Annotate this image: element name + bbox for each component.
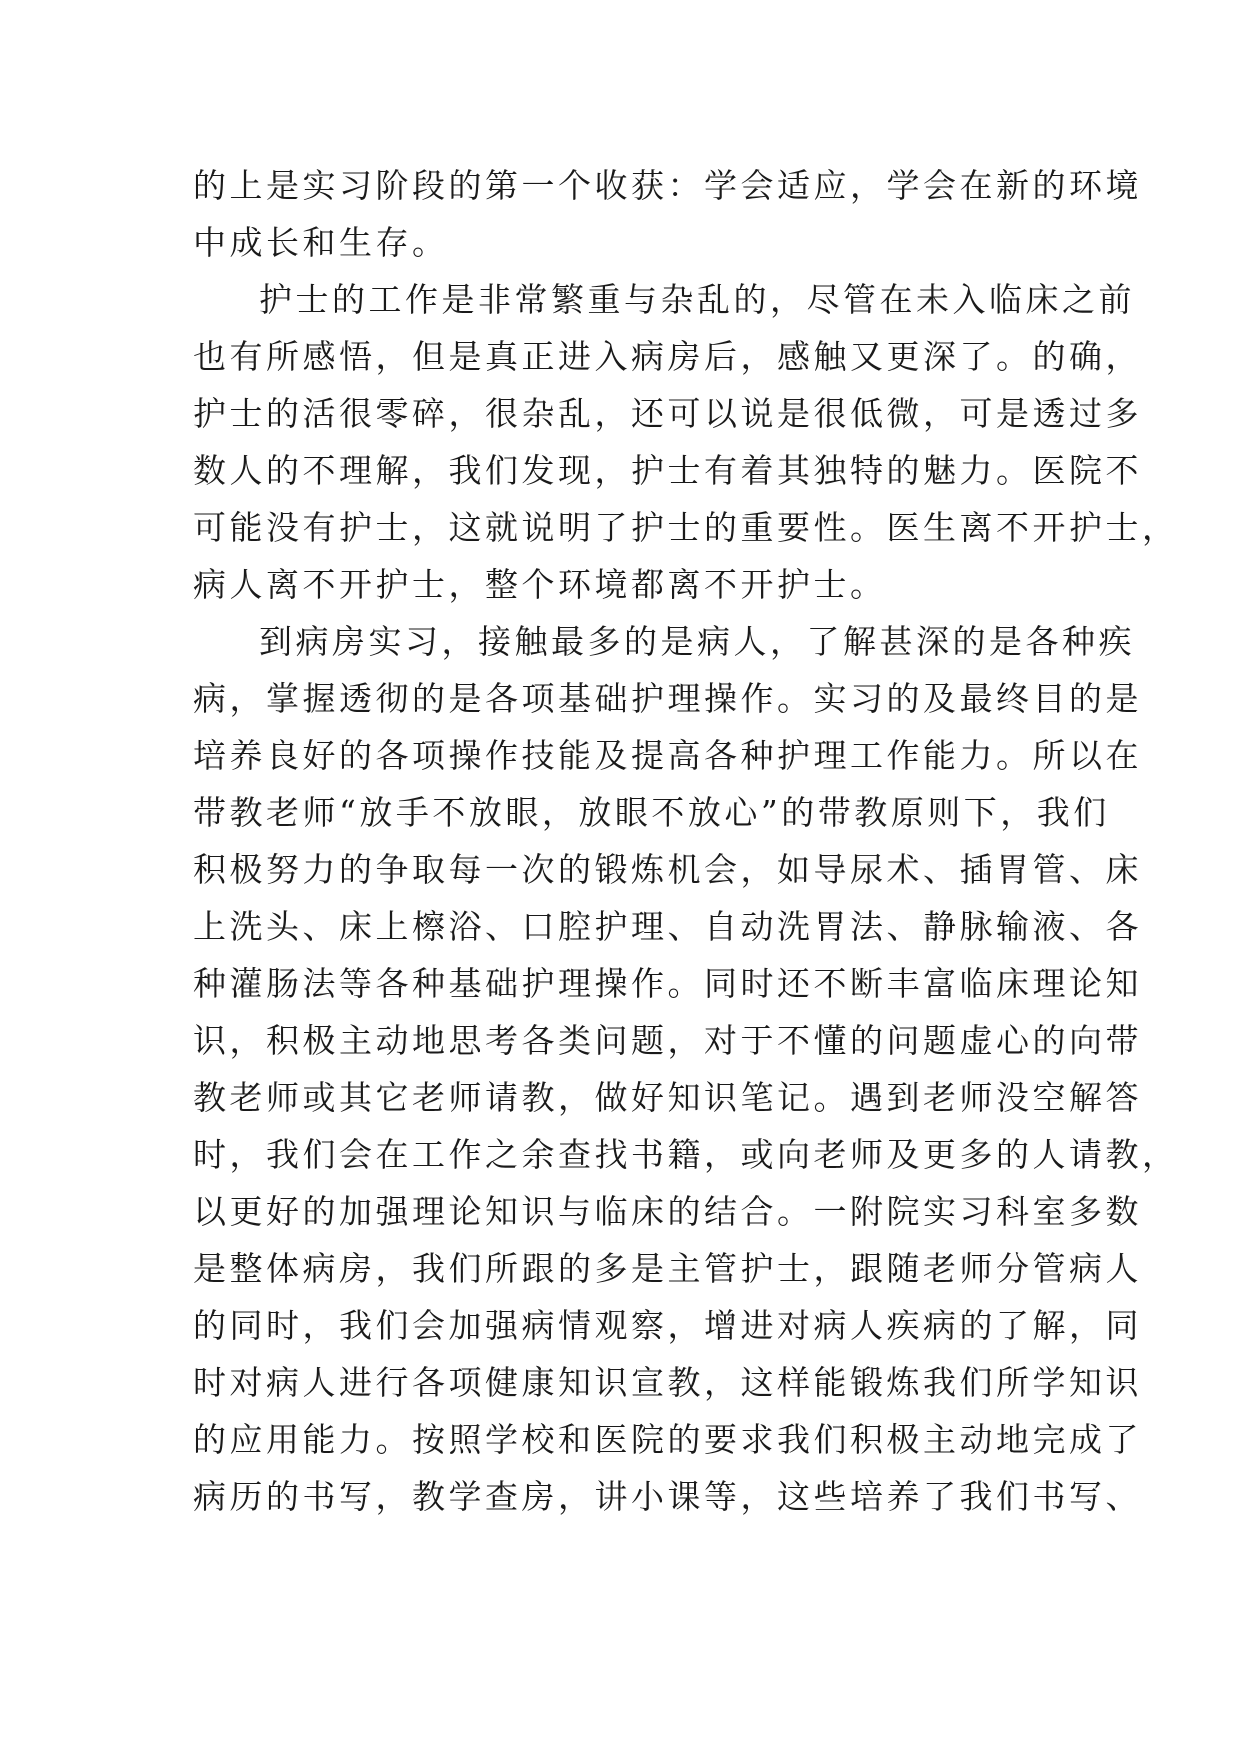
text-line: 的同时，我们会加强病情观察，增进对病人疾病的了解，同 [193, 1306, 1142, 1345]
text-line: 带教老师“放手不放眼，放眼不放心”的带教原则下，我们 [193, 793, 1110, 832]
text-line: 时，我们会在工作之余查找书籍，或向老师及更多的人请教， [193, 1135, 1179, 1174]
body-text [193, 157, 1179, 1525]
text-line: 可能没有护士，这就说明了护士的重要性。医生离不开护士， [193, 508, 1179, 547]
text-line: 积极努力的争取每一次的锻炼机会，如导尿术、插胃管、床 [193, 850, 1142, 889]
text-line: 的应用能力。按照学校和医院的要求我们积极主动地完成了 [193, 1420, 1142, 1459]
text-line: 也有所感悟，但是真正进入病房后，感触又更深了。的确， [193, 337, 1142, 376]
paragraph-nurse-work [193, 271, 1179, 613]
text-line: 种灌肠法等各种基础护理操作。同时还不断丰富临床理论知 [193, 964, 1142, 1003]
text-line: 以更好的加强理论知识与临床的结合。一附院实习科室多数 [193, 1192, 1142, 1231]
text-line: 中成长和生存。 [193, 223, 449, 262]
text-line: 病，掌握透彻的是各项基础护理操作。实习的及最终目的是 [193, 679, 1142, 718]
text-line: 病人离不开护士，整个环境都离不开护士。 [193, 565, 887, 604]
paragraph-ward-practice [193, 613, 1179, 1525]
text-line: 数人的不理解，我们发现，护士有着其独特的魅力。医院不 [193, 451, 1142, 490]
text-line: 的上是实习阶段的第一个收获：学会适应，学会在新的环境 [193, 166, 1142, 205]
paragraph-continuation [193, 157, 1142, 271]
text-line: 教老师或其它老师请教，做好知识笔记。遇到老师没空解答 [193, 1078, 1142, 1117]
text-line: 到病房实习，接触最多的是病人，了解甚深的是各种疾 [259, 622, 1135, 661]
text-line: 时对病人进行各项健康知识宣教，这样能锻炼我们所学知识 [193, 1363, 1142, 1402]
text-line: 培养良好的各项操作技能及提高各种护理工作能力。所以在 [193, 736, 1142, 775]
text-line: 病历的书写，教学查房，讲小课等，这些培养了我们书写、 [193, 1477, 1142, 1516]
text-line: 上洗头、床上檫浴、口腔护理、自动洗胃法、静脉输液、各 [193, 907, 1142, 946]
text-line: 护士的工作是非常繁重与杂乱的，尽管在未入临床之前 [259, 280, 1135, 319]
text-line: 是整体病房，我们所跟的多是主管护士，跟随老师分管病人 [193, 1249, 1142, 1288]
text-line: 识，积极主动地思考各类问题，对于不懂的问题虚心的向带 [193, 1021, 1142, 1060]
text-line: 护士的活很零碎，很杂乱，还可以说是很低微，可是透过多 [193, 394, 1142, 433]
